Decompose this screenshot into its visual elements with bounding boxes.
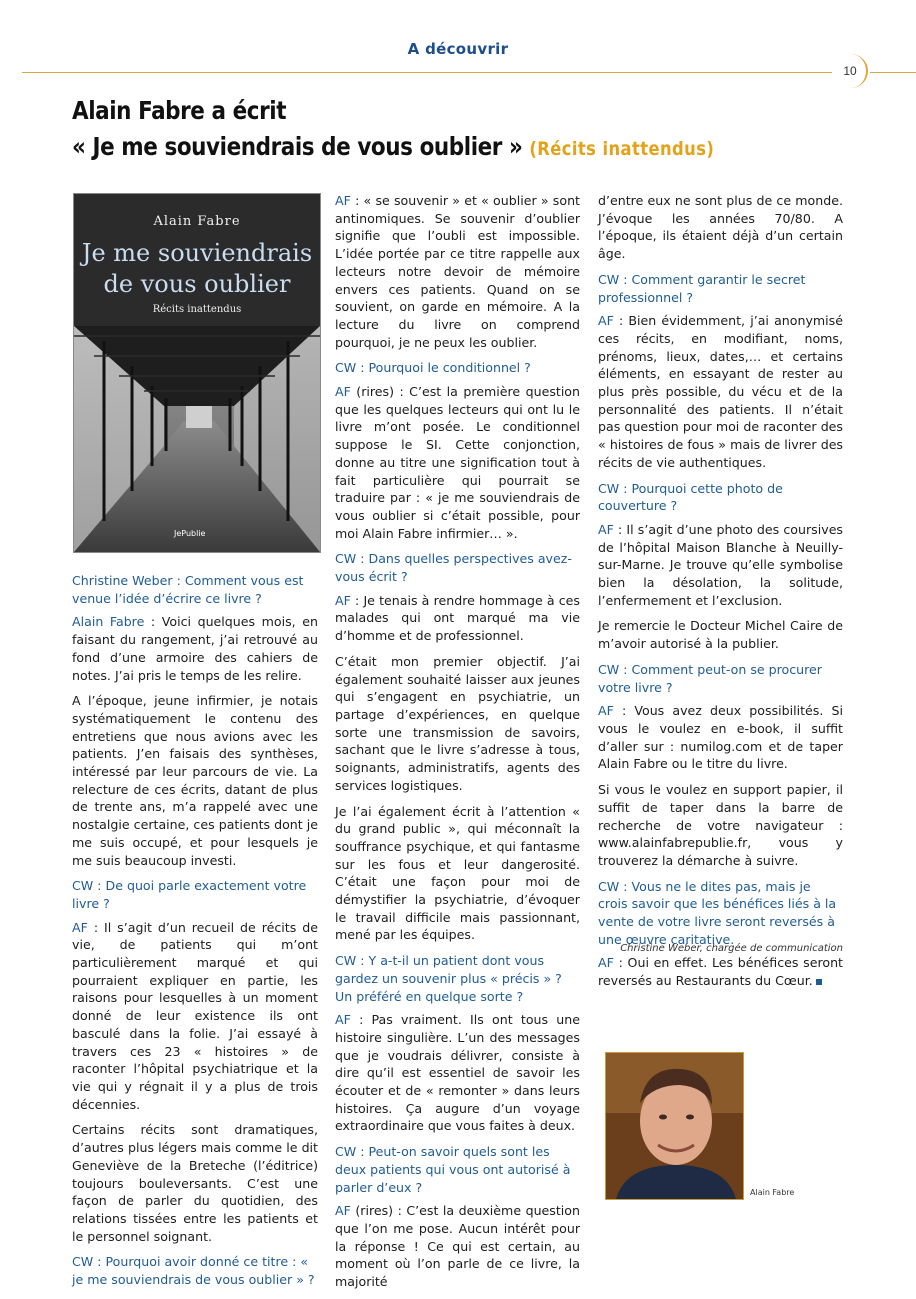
paragraph: Si vous le voulez en support papier, il suffit de taper dans la barre de recherche de votre navigateur : www.alainfabrepublie.fr, vous y trouverez la démarche à suivre. bbox=[598, 782, 843, 868]
question: CW : Peut-on savoir quels sont les deux patients qui vous ont autorisé à parler d’eux ? bbox=[335, 1144, 571, 1195]
speaker: Alain Fabre bbox=[72, 614, 145, 630]
paragraph: d’entre eux ne sont plus de ce monde. J’évoque les années 70/80. A l’époque, ils étaient déjà d’un certain âge. bbox=[598, 193, 843, 262]
answer-text: : Pas vraiment. Ils ont tous une histoire singulière. L’un des messages que je voudrais délivrer, consiste à dire qu’il est essentiel de savoir les écouter et de « remonter » dans leurs histoires. Ça augure d’un voyage extraordinaire que vous faites à deux. bbox=[335, 1012, 580, 1134]
cover-title-line2: de vous oublier bbox=[103, 270, 291, 298]
answer bbox=[335, 383, 580, 542]
headline-line2 bbox=[72, 129, 777, 167]
section-label: A découvrir bbox=[407, 40, 509, 58]
answer bbox=[598, 954, 843, 989]
answer-text: : Bien évidemment, j’ai anonymisé ces récits, en modifiant, noms, prénoms, lieux, dates,… et certains éléments, en essayant de rester au plus près possible, du vécu et de la personnalité des patients. Il n’était pas question pour moi de raconter des « histoires de fous » mais de livrer des récits de vie authentiques. bbox=[598, 313, 843, 470]
cover-title-line1: Je me souviendrais bbox=[81, 239, 313, 267]
cover-title bbox=[74, 238, 320, 300]
answer-text: (rires) : C’est la deuxième question que l’on me pose. Aucun intérêt pour la réponse ! Ce qui est certain, au moment où l’on parle de ce livre, la majorité bbox=[335, 1203, 580, 1290]
question: Christine Weber : Comment vous est venue l’idée d’écrire ce livre ? bbox=[72, 573, 304, 606]
end-mark-icon bbox=[816, 979, 822, 985]
answer-text: (rires) : C’est la première question que les quelques lecteurs qui ont lu le livre m’ont posée. Le conditionnel suppose le SI. Cette conjonction, donne au titre une signification tout à fait particulière qui pourrait se traduire par : « je me souviendrais de vous oublier si c’était possible, pour moi Alain Fabre infirmier… ». bbox=[335, 384, 580, 541]
column-1 bbox=[72, 572, 318, 1295]
paragraph: Je l’ai également écrit à l’attention « du grand public », qui méconnaît la souffrance psychique, et qui fantasme sur les fous et leur dangerosité. C’était une façon pour moi de démystifier la psychiatrie, d’évoquer le travail difficile mais passionnant, mené par les équipes. bbox=[335, 803, 580, 943]
answer-text: : Oui en effet. Les bénéfices seront reversés au Restaurants du Cœur. bbox=[598, 955, 843, 989]
speaker: AF bbox=[598, 313, 614, 329]
speaker: AF bbox=[335, 1203, 351, 1219]
headline-line1: Alain Fabre a écrit bbox=[72, 96, 287, 125]
answer-text: : Vous avez deux possibilités. Si vous le voulez en e-book, il suffit d’aller sur : numilog.com et de taper Alain Fabre ou le titre du livre. bbox=[598, 703, 843, 772]
speaker: AF bbox=[335, 193, 351, 208]
answer-text: : « se souvenir » et « oublier » sont antinomiques. Se souvenir d’oublier signifie que l’oubli est impossible. L’idée portée par ce titre rappelle aux lecteurs notre devoir de mémoire envers ces patients. Quand on se souvient, on garde en mémoire. A la lecture du livre on comprend pourquoi, je ne peux les oublier. bbox=[335, 193, 580, 350]
headline-subtitle: (Récits inattendus) bbox=[529, 138, 715, 160]
headline bbox=[72, 93, 777, 167]
answer-text: : Il s’agit d’une photo des coursives de l’hôpital Maison Blanche à Neuilly-sur-Marne. Je trouve qu’elle symbolise bien la désolation, la solitude, l’enfermement et l’exclusion. bbox=[598, 521, 843, 608]
question: CW : Dans quelles perspectives avez-vous écrit ? bbox=[335, 551, 572, 585]
question: CW : De quoi parle exactement votre livre ? bbox=[72, 878, 307, 911]
signature: Christine Weber, chargée de communication bbox=[620, 943, 843, 954]
header-rule-right bbox=[870, 72, 916, 73]
speaker: AF bbox=[335, 384, 351, 400]
cover-subtitle: Récits inattendus bbox=[152, 304, 242, 315]
column-3 bbox=[598, 192, 843, 998]
speaker: AF bbox=[335, 592, 351, 608]
headline-title: « Je me souviendrais de vous oublier » bbox=[72, 132, 523, 161]
portrait-illustration bbox=[606, 1053, 743, 1199]
question: CW : Vous ne le dites pas, mais je crois savoir que les bénéfices liés à la vente de votre livre seront reversés à une œuvre caritative. bbox=[598, 878, 837, 947]
question: CW : Pourquoi avoir donné ce titre : « je me souviendrais de vous oublier » ? bbox=[72, 1254, 315, 1288]
answer-text: : Voici quelques mois, en faisant du rangement, j’ai retrouvé au fond d’une armoire des cahiers de notes. J’ai pris le temps de les relire. bbox=[72, 614, 318, 683]
cover-author: Alain Fabre bbox=[153, 214, 241, 229]
speaker: AF bbox=[72, 919, 88, 935]
speaker: AF bbox=[598, 703, 614, 719]
answer bbox=[335, 592, 580, 645]
speaker: AF bbox=[335, 1012, 351, 1028]
answer bbox=[598, 521, 843, 610]
question: CW : Pourquoi cette photo de couverture ? bbox=[598, 480, 783, 514]
answer bbox=[72, 919, 318, 1114]
cover-photo-corridor bbox=[74, 326, 320, 552]
answer-text: : Il s’agit d’un recueil de récits de vie, de patients qui m’ont particulièrement marqué et qui pourraient expliquer en partie, les raisons pour lesquelles à un moment donné de leur existence ils ont basculé dans la folie. J’ai essayé à travers ces 23 « histoires » de raconter l’hôpital psychiatrique et la vie qui y régnait il y a plus de trois décennies. bbox=[72, 919, 318, 1112]
book-cover-image bbox=[73, 193, 321, 553]
paragraph: C’était mon premier objectif. J’ai également souhaité laisser aux jeunes qui s’engagent en psychiatrie, un partage d’expériences, en quelque sorte une transmission de savoirs, sachant que le livre s’adresse à tous, soignants, administratifs, agents des services logistiques. bbox=[335, 653, 580, 793]
speaker: AF bbox=[598, 521, 614, 537]
question: CW : Comment garantir le secret professionnel ? bbox=[598, 271, 806, 305]
answer-text: : Je tenais à rendre hommage à ces malades qui ont marqué ma vie d’homme et de professionnel. bbox=[335, 592, 580, 644]
cover-publisher: JePublie bbox=[174, 529, 206, 538]
portrait-caption: Alain Fabre bbox=[750, 1188, 795, 1197]
question: CW : Comment peut-on se procurer votre livre ? bbox=[598, 661, 822, 695]
answer bbox=[335, 1011, 580, 1135]
page-number: 10 bbox=[834, 54, 868, 88]
paragraph: Certains récits sont dramatiques, d’autres plus légers mais comme le dit Geneviève de la Breteche (l’éditrice) toujours bouleversants. C’est une façon de parler du quotidien, des relations tissées entre les patients et le personnel soignant. bbox=[72, 1122, 318, 1244]
answer bbox=[335, 1202, 580, 1291]
paragraph: A l’époque, jeune infirmier, je notais systématiquement le contenu des entretiens que nous avions avec les patients. J’en faisais des synthèses, intéressé par leur parcours de vie. La relecture de ces écrits, datant de plus de trente ans, m’a rappelé avec une nostalgie certaine, ces patients dont je me suis occupé, et pour lesquels je me suis beaucoup investi. bbox=[72, 693, 318, 868]
answer bbox=[335, 192, 580, 351]
speaker: AF bbox=[598, 955, 614, 971]
header-rule bbox=[22, 72, 832, 73]
answer bbox=[72, 613, 318, 684]
question: CW : Y a-t-il un patient dont vous gardez un souvenir plus « précis » ? Un préféré en quelque sorte ? bbox=[335, 953, 562, 1004]
portrait-photo bbox=[605, 1052, 744, 1200]
answer bbox=[598, 312, 843, 471]
question: CW : Pourquoi le conditionnel ? bbox=[335, 360, 531, 376]
answer bbox=[598, 702, 843, 773]
paragraph: Je remercie le Docteur Michel Caire de m’avoir autorisé à la publier. bbox=[598, 618, 843, 652]
column-2 bbox=[335, 192, 580, 1299]
